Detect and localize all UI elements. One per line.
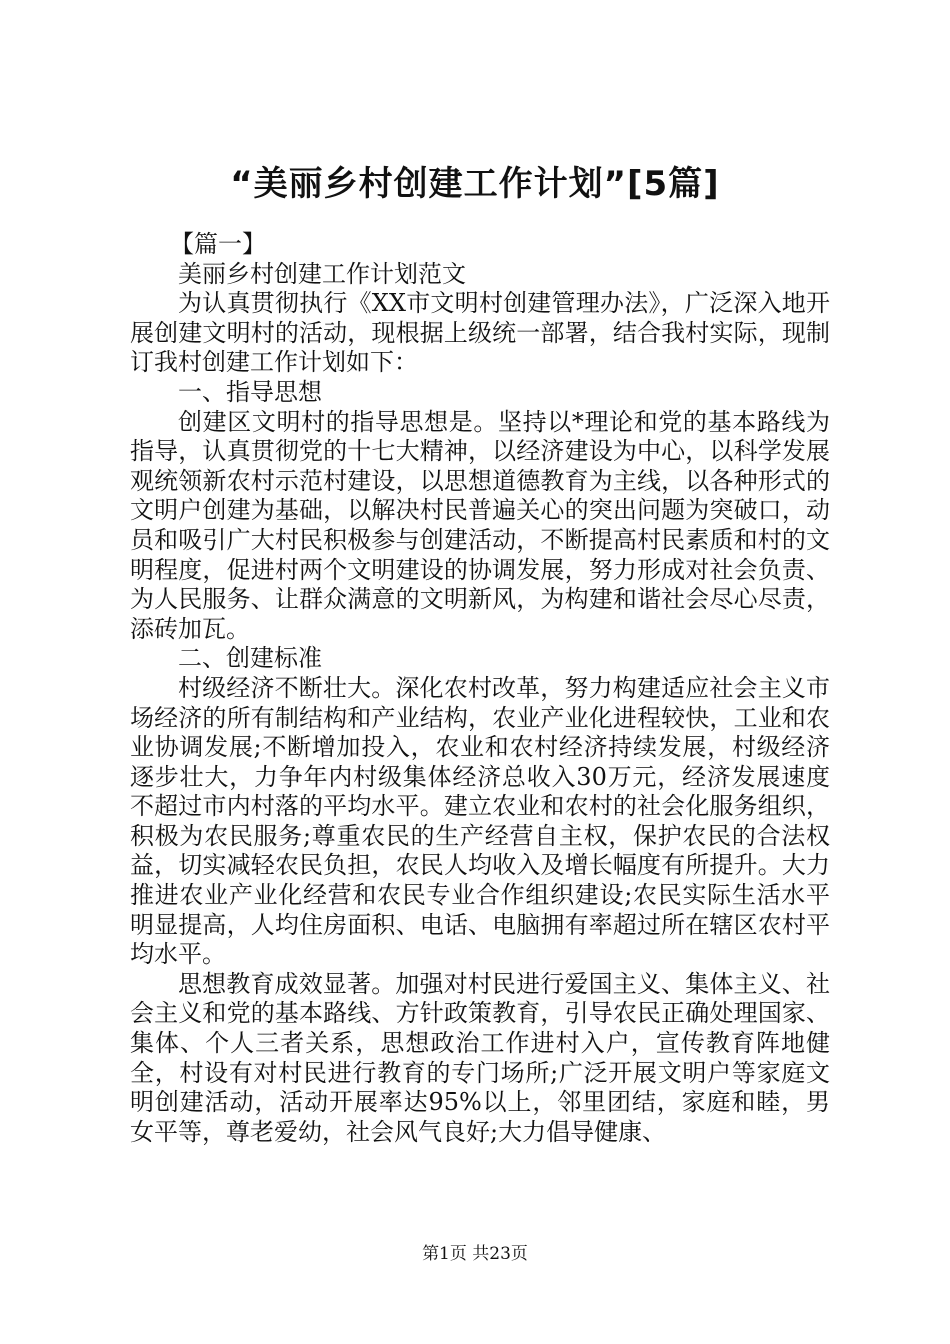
section-label: 【篇一】 xyxy=(170,230,266,258)
document-subtitle: 美丽乡村创建工作计划范文 xyxy=(178,259,466,288)
document-body xyxy=(130,230,830,1147)
paragraph-ideological-education: 思想教育成效显著。加强对村民进行爱国主义、集体主义、社会主义和党的基本路线、方针政策教育，引导农民正确处理国家、集体、个人三者关系，思想政治工作进村入户，宣传教育阵地健全，村设有对村民进行教育的专门场所;广泛开展文明户等家庭文明创建活动，活动开展率达95%以上，邻里团结，家庭和睦，男女平等，尊老爱幼，社会风气良好;大力倡导健康、 xyxy=(130,969,830,1146)
page-footer: 第1页 共23页 xyxy=(422,1244,528,1264)
document-title: “美丽乡村创建工作计划”[5篇] xyxy=(230,164,720,204)
paragraph-village-economy: 村级经济不断壮大。深化农村改革，努力构建适应社会主义市场经济的所有制结构和产业结构，农业产业化进程较快，工业和农业协调发展;不断增加投入，农业和农村经济持续发展，村级经济逐步壮大，力争年内村级集体经济总收入30万元，经济发展速度不超过市内村落的平均水平。建立农业和农村的社会化服务组织，积极为农民服务;尊重农民的生产经营自主权，保护农民的合法权益，切实减轻农民负担，农民人均收入及增长幅度有所提升。大力推进农业产业化经营和农民专业合作组织建设;农民实际生活水平明显提高，人均住房面积、电话、电脑拥有率超过所在辖区农村平均水平。 xyxy=(130,673,830,969)
heading-guiding-ideology: 一、指导思想 xyxy=(178,377,322,406)
paragraph-intro: 为认真贯彻执行《XX市文明村创建管理办法》，广泛深入地开展创建文明村的活动，现根据上级统一部署，结合我村实际，现制订我村创建工作计划如下： xyxy=(130,289,830,377)
paragraph-guiding-ideology: 创建区文明村的指导思想是。坚持以*理论和党的基本路线为指导，认真贯彻党的十七大精神，以经济建设为中心，以科学发展观统领新农村示范村建设，以思想道德教育为主线，以各种形式的文明户创建为基础，以解决村民普遍关心的突出问题为突破口，动员和吸引广大村民积极参与创建活动，不断提高村民素质和村的文明程度，促进村两个文明建设的协调发展，努力形成对社会负责、为人民服务、让群众满意的文明新风，为构建和谐社会尽心尽责，添砖加瓦。 xyxy=(130,407,830,643)
heading-creation-standards: 二、创建标准 xyxy=(178,644,322,673)
